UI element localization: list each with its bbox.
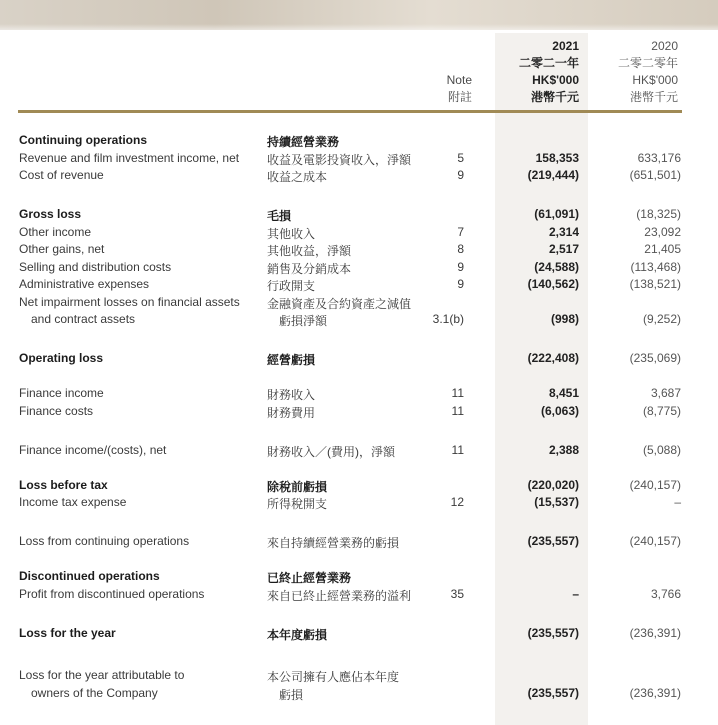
row-label-en: Discontinued operations	[19, 569, 160, 583]
row-note: 12	[450, 495, 464, 509]
row-label-zh: 虧損	[279, 688, 304, 702]
row-label-zh: 所得稅開支	[267, 497, 328, 511]
row-label-en: Loss for the year attributable to	[19, 668, 185, 682]
row-label-en: Finance costs	[19, 404, 94, 418]
row-label-en: Operating loss	[19, 351, 104, 365]
row-label-en: Loss from continuing operations	[19, 534, 190, 548]
row-label-zh: 其他收益，淨額	[267, 244, 352, 258]
row-label-en: owners of the Company	[31, 686, 158, 700]
row-label-zh: 收益及電影投資收入，淨額	[267, 153, 412, 167]
row-note: 9	[457, 260, 464, 274]
row-value-2021: (15,537)	[534, 495, 579, 509]
row-label-zh: 財務費用	[267, 406, 316, 420]
row-value-2021: –	[572, 587, 579, 601]
row-label-zh: 財務收入	[267, 388, 316, 402]
row-label-en: Other gains, net	[19, 242, 105, 256]
row-note: 8	[457, 242, 464, 256]
row-value-2020: 21,405	[644, 242, 681, 256]
row-note: 11	[451, 404, 464, 418]
row-value-2020: 3,687	[650, 386, 681, 400]
row-value-2021: (220,020)	[527, 478, 579, 492]
row-label-en: Finance income	[19, 386, 104, 400]
year-2021: 2021	[552, 39, 579, 53]
year-2020-zh: 二零二零年	[617, 56, 678, 70]
row-value-2021: (219,444)	[527, 168, 579, 182]
row-value-2020: (240,157)	[629, 478, 681, 492]
row-value-2021: 8,451	[548, 386, 579, 400]
column-2021-shading	[495, 33, 588, 725]
row-value-2021: (235,557)	[527, 626, 579, 640]
row-label-zh: 金融資產及合約資產之減值	[267, 297, 412, 311]
row-value-2021: (235,557)	[527, 534, 579, 548]
row-value-2021: (222,408)	[527, 351, 579, 365]
row-label-en: Income tax expense	[19, 495, 127, 509]
row-value-2020: (138,521)	[629, 277, 681, 291]
row-note: 9	[457, 277, 464, 291]
row-label-en: Revenue and film investment income, net	[19, 151, 240, 165]
row-label-zh: 其他收入	[267, 227, 316, 241]
row-label-en: Finance income/(costs), net	[19, 443, 167, 457]
header-divider	[18, 110, 682, 113]
row-note: 11	[451, 386, 464, 400]
row-label-en: Loss before tax	[19, 478, 108, 492]
row-label-zh: 銷售及分銷成本	[267, 262, 352, 276]
column-header-2021	[495, 38, 579, 106]
row-label-zh: 除稅前虧損	[267, 480, 328, 494]
row-value-2020: (113,468)	[630, 260, 681, 274]
row-value-2021: (235,557)	[527, 686, 579, 700]
row-value-2020: (9,252)	[642, 312, 681, 326]
row-label-zh: 經營虧損	[267, 353, 316, 367]
row-label-en: Continuing operations	[19, 133, 147, 147]
row-value-2020: (5,088)	[642, 443, 681, 457]
row-label-zh: 來自已終止經營業務的溢利	[267, 589, 412, 603]
row-value-2020: 3,766	[650, 587, 681, 601]
row-label-en: Cost of revenue	[19, 168, 104, 182]
row-value-2020: (651,501)	[629, 168, 681, 182]
row-note: 35	[450, 587, 464, 601]
row-note: 3.1(b)	[432, 312, 464, 326]
note-header-en: Note	[446, 73, 472, 87]
row-label-zh: 本公司擁有人應佔本年度	[267, 670, 400, 684]
unit-2021: HK$'000	[532, 73, 579, 87]
row-value-2021: (998)	[550, 312, 579, 326]
row-label-en: Net impairment losses on financial assets	[19, 295, 240, 309]
header-band-fade	[0, 24, 718, 36]
row-value-2020: (8,775)	[642, 404, 681, 418]
row-value-2021: (140,562)	[527, 277, 579, 291]
row-value-2021: (24,588)	[534, 260, 579, 274]
row-label-zh: 來自持續經營業務的虧損	[267, 536, 400, 550]
row-label-zh: 行政開支	[267, 279, 316, 293]
row-label-en: Administrative expenses	[19, 277, 150, 291]
row-value-2020: –	[674, 495, 681, 509]
row-label-zh: 已終止經營業務	[267, 571, 352, 585]
row-value-2020: (240,157)	[629, 534, 681, 548]
row-note: 5	[457, 151, 464, 165]
row-label-zh: 虧損淨額	[279, 314, 328, 328]
note-column-header	[430, 72, 472, 106]
row-value-2020: (235,069)	[629, 351, 681, 365]
row-value-2020: 633,176	[637, 151, 681, 165]
column-header-2020	[590, 38, 678, 106]
row-value-2021: 2,517	[548, 242, 579, 256]
row-note: 7	[457, 225, 464, 239]
row-value-2021: (6,063)	[540, 404, 579, 418]
row-note: 11	[451, 443, 464, 457]
row-label-zh: 財務收入／(費用)，淨額	[267, 445, 395, 459]
row-label-en: Loss for the year	[19, 626, 116, 640]
row-value-2020: (18,325)	[636, 207, 681, 221]
row-label-zh: 收益之成本	[267, 170, 328, 184]
year-2021-zh: 二零二一年	[518, 56, 579, 70]
note-header-zh: 附註	[447, 90, 472, 104]
row-label-en: and contract assets	[31, 312, 136, 326]
row-label-zh: 持續經營業務	[267, 135, 340, 149]
row-label-en: Profit from discontinued operations	[19, 587, 205, 601]
row-label-zh: 本年度虧損	[267, 628, 328, 642]
row-label-en: Gross loss	[19, 207, 82, 221]
row-label-en: Selling and distribution costs	[19, 260, 172, 274]
row-value-2020: (236,391)	[629, 686, 681, 700]
year-2020: 2020	[651, 39, 678, 53]
row-note: 9	[457, 168, 464, 182]
row-label-zh: 毛損	[267, 209, 292, 223]
unit-2020-zh: 港幣千元	[629, 90, 678, 104]
row-value-2020: (236,391)	[629, 626, 681, 640]
row-value-2020: 23,092	[644, 225, 681, 239]
unit-2020: HK$'000	[632, 73, 678, 87]
row-value-2021: 158,353	[535, 151, 579, 165]
row-value-2021: (61,091)	[534, 207, 579, 221]
row-label-en: Other income	[19, 225, 92, 239]
row-value-2021: 2,388	[548, 443, 579, 457]
unit-2021-zh: 港幣千元	[530, 90, 579, 104]
row-value-2021: 2,314	[548, 225, 579, 239]
